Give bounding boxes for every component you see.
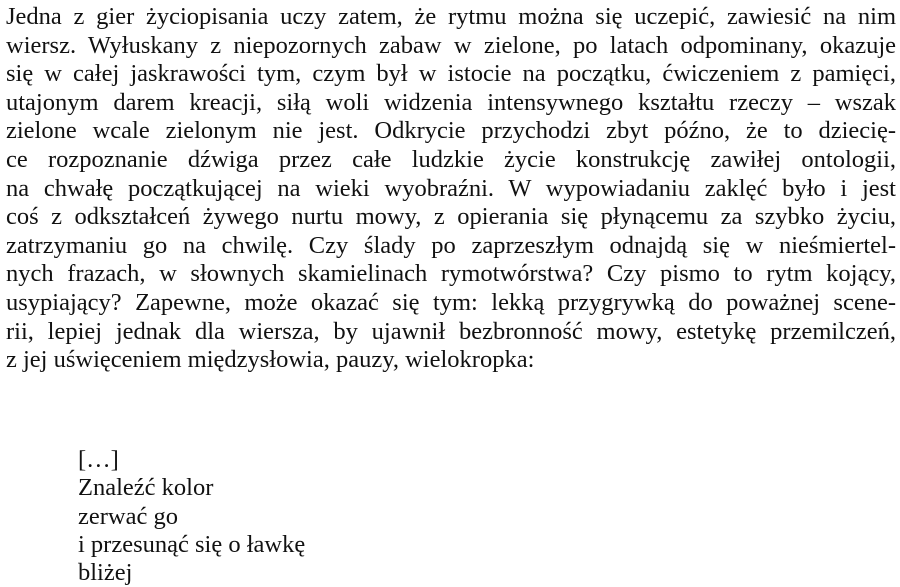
paragraph-line: usypiający? Zapewne, może okazać się tym: lekką przygrywką do poważnej scene- (6, 288, 896, 316)
paragraph-line: z jej uświęceniem międzysłowia, pauzy, wielokropka: (6, 346, 535, 374)
poem-line: […] (78, 446, 119, 473)
poem-line: bliżej (78, 559, 133, 587)
paragraph-line: Jedna z gier życiopisania uczy zatem, że rytmu można się uczepić, zawiesić na nim (6, 3, 896, 30)
paragraph-line: zielone wcale zielonym nie jest. Odkrycie przychodzi zbyt późno, że to dziecię- (6, 117, 896, 145)
paragraph-line: na chwałę początkującej na wieki wyobraźni. W wypowiadaniu zaklęć było i jest (6, 174, 896, 202)
paragraph-line: zatrzymaniu go na chwilę. Czy ślady po zaprzeszłym odnajdą się w nieśmiertel- (6, 231, 896, 259)
paragraph-line: utajonym darem kreacji, siłą woli widzenia intensywnego kształtu rzeczy – wszak (6, 88, 896, 116)
paragraph-line: wiersz. Wyłuskany z niepozornych zabaw w zielone, po latach odpominany, okazuje (6, 31, 896, 59)
paragraph-line: rii, lepiej jednak dla wiersza, by ujawnił bezbronność mowy, estetykę przemilczeń, (6, 317, 896, 345)
poem-quote (78, 446, 305, 587)
essay-paragraph (6, 3, 896, 375)
poem-line: zerwać go (78, 502, 178, 530)
paragraph-line: się w całej jaskrawości tym, czym był w istocie na początku, ćwiczeniem z pamięci, (6, 60, 896, 88)
poem-line: Znaleźć kolor (78, 474, 214, 502)
paragraph-line: coś z odkształceń żywego nurtu mowy, z opierania się płynącemu za szybko życiu, (6, 203, 896, 231)
poem-line: i przesunąć się o ławkę (78, 530, 306, 558)
paragraph-line: ce rozpoznanie dźwiga przez całe ludzkie życie konstrukcję zawiłej ontologii, (6, 145, 896, 173)
paragraph-line: nych frazach, w słownych skamielinach rymotwórstwa? Czy pismo to rytm kojący, (6, 260, 896, 288)
